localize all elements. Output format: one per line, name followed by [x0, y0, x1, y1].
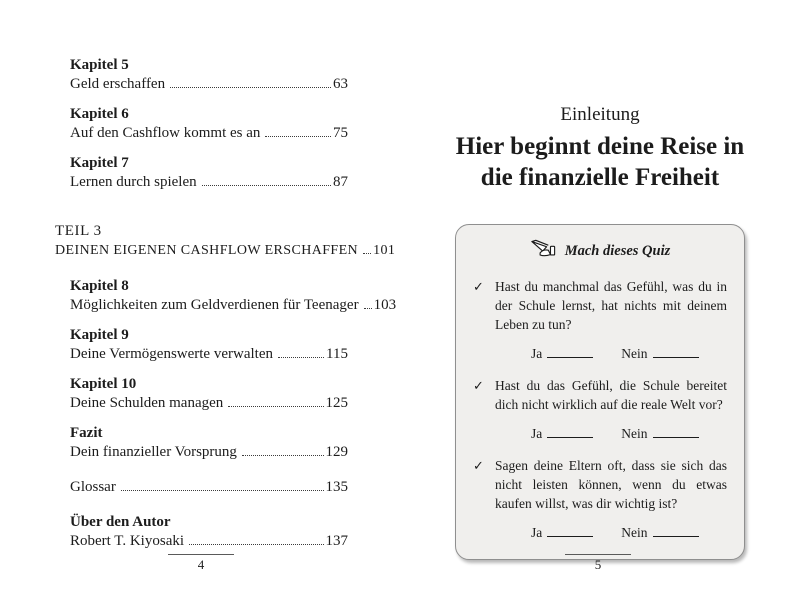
writing-hand-icon: [530, 239, 558, 263]
toc-title: Lernen durch spielen: [70, 174, 197, 190]
leader-dots: [278, 357, 324, 358]
leader-dots: [265, 136, 331, 137]
toc-line: [70, 124, 348, 143]
quiz-question-block: [473, 376, 727, 442]
nein-label: Nein: [621, 426, 648, 441]
leader-dots: [121, 490, 324, 491]
toc-entry: [55, 105, 348, 143]
toc-line: [70, 345, 348, 364]
toc-heading: Kapitel 7: [70, 155, 129, 171]
leader-dots: [242, 455, 324, 456]
question-text: Sagen deine Eltern oft, dass sie sich das nicht leisten können, wenn du etwas kaufen willst, was dir wichtig ist?: [495, 458, 727, 511]
ja-blank: [547, 424, 593, 438]
nein-label: Nein: [621, 525, 648, 540]
leader-dots: [363, 253, 371, 254]
ja-blank: [547, 344, 593, 358]
check-icon: ✓: [473, 279, 484, 294]
toc-title: Robert T. Kiyosaki: [70, 533, 185, 549]
check-icon: ✓: [473, 458, 484, 473]
leader-dots: [202, 185, 331, 186]
toc-entry: [55, 375, 348, 413]
leader-dots: [189, 544, 323, 545]
ja-label: Ja: [531, 426, 543, 441]
intro-kicker: Einleitung: [560, 104, 640, 125]
quiz-card: [455, 224, 745, 560]
answer-row: [531, 344, 727, 362]
toc-line: [70, 394, 348, 413]
ja-blank: [547, 523, 593, 537]
toc-heading: Kapitel 10: [70, 376, 137, 392]
answer-row: [531, 424, 727, 442]
leader-dots: [364, 308, 372, 309]
toc-title: Geld erschaffen: [70, 76, 166, 92]
leader-dots: [170, 87, 331, 88]
quiz-heading: Mach dieses Quiz: [564, 242, 671, 259]
toc-entry: [55, 478, 348, 497]
toc-title: Deine Vermögenswerte verwalten: [70, 346, 273, 362]
ja-label: Ja: [531, 525, 543, 540]
toc-page-number: 87: [333, 174, 348, 190]
toc-entry: [55, 424, 348, 462]
quiz-question-block: [473, 456, 727, 541]
toc-title: Dein finanzieller Vorsprung: [70, 444, 237, 460]
toc-title: Möglichkeiten zum Geldverdienen für Teenager: [70, 297, 359, 313]
page-number-right: 5: [594, 557, 602, 572]
toc-page-number: 63: [333, 76, 348, 92]
nein-label: Nein: [621, 346, 648, 361]
page-number-left: 4: [197, 557, 205, 572]
toc-page-number: 75: [333, 125, 348, 141]
intro-title: [430, 131, 770, 193]
toc-title: Deine Schulden managen: [70, 395, 224, 411]
toc-page-number: 129: [325, 444, 348, 460]
right-page: [430, 103, 770, 560]
toc-entry: [55, 326, 348, 364]
toc-entry: [55, 513, 348, 551]
toc-heading: Kapitel 9: [70, 327, 129, 343]
left-page-footer: [168, 554, 234, 572]
intro-title-line1: Hier beginnt deine Reise in: [455, 133, 745, 160]
toc-page-number: 125: [325, 395, 348, 411]
toc-heading: Fazit: [70, 425, 103, 441]
toc-line: [70, 532, 348, 551]
footer-rule: [168, 554, 234, 555]
nein-blank: [653, 424, 699, 438]
toc-line: [70, 443, 348, 462]
toc-page-number: 115: [326, 346, 348, 362]
toc-line: [70, 296, 397, 315]
answer-row: [531, 523, 727, 541]
nein-blank: [653, 344, 699, 358]
toc-line: [70, 478, 348, 497]
toc-entry: [55, 277, 397, 315]
part-title: DEINEN EIGENEN CASHFLOW ERSCHAFFEN: [55, 243, 359, 258]
toc-page-number: 137: [325, 533, 348, 549]
toc-heading: Kapitel 8: [70, 278, 129, 294]
toc-heading: Über den Autor: [70, 514, 171, 530]
intro-title-line2: die finanzielle Freiheit: [480, 164, 720, 191]
toc-entry: [55, 154, 348, 192]
toc-line: [70, 75, 348, 94]
toc-line: [70, 173, 348, 192]
toc-page-number: 103: [373, 297, 397, 313]
toc-page-number: 135: [325, 479, 348, 495]
right-page-footer: [565, 554, 631, 572]
check-icon: ✓: [473, 378, 484, 393]
part-page-number: 101: [373, 243, 396, 258]
nein-blank: [653, 523, 699, 537]
question-text: Hast du manchmal das Gefühl, was du in der Schule lernst, hat nichts mit deinem Leben zu tun?: [495, 279, 727, 332]
leader-dots: [228, 406, 323, 407]
ja-label: Ja: [531, 346, 543, 361]
quiz-question-block: [473, 277, 727, 362]
footer-rule: [565, 554, 631, 555]
quiz-question: [473, 456, 727, 513]
left-page: [55, 56, 397, 562]
quiz-question: [473, 376, 727, 414]
part-section: [55, 221, 396, 260]
toc-heading: Kapitel 6: [70, 106, 129, 122]
part-line: [55, 241, 396, 260]
part-label: TEIL 3: [55, 223, 102, 239]
quiz-header: [473, 239, 727, 263]
toc-title: Glossar: [70, 479, 116, 495]
question-text: Hast du das Gefühl, die Schule bereitet dich nicht wirklich auf die reale Welt vor?: [495, 378, 727, 412]
quiz-question: [473, 277, 727, 334]
toc-heading: Kapitel 5: [70, 57, 129, 73]
toc-entry: [55, 56, 348, 94]
toc-title: Auf den Cashflow kommt es an: [70, 125, 261, 141]
